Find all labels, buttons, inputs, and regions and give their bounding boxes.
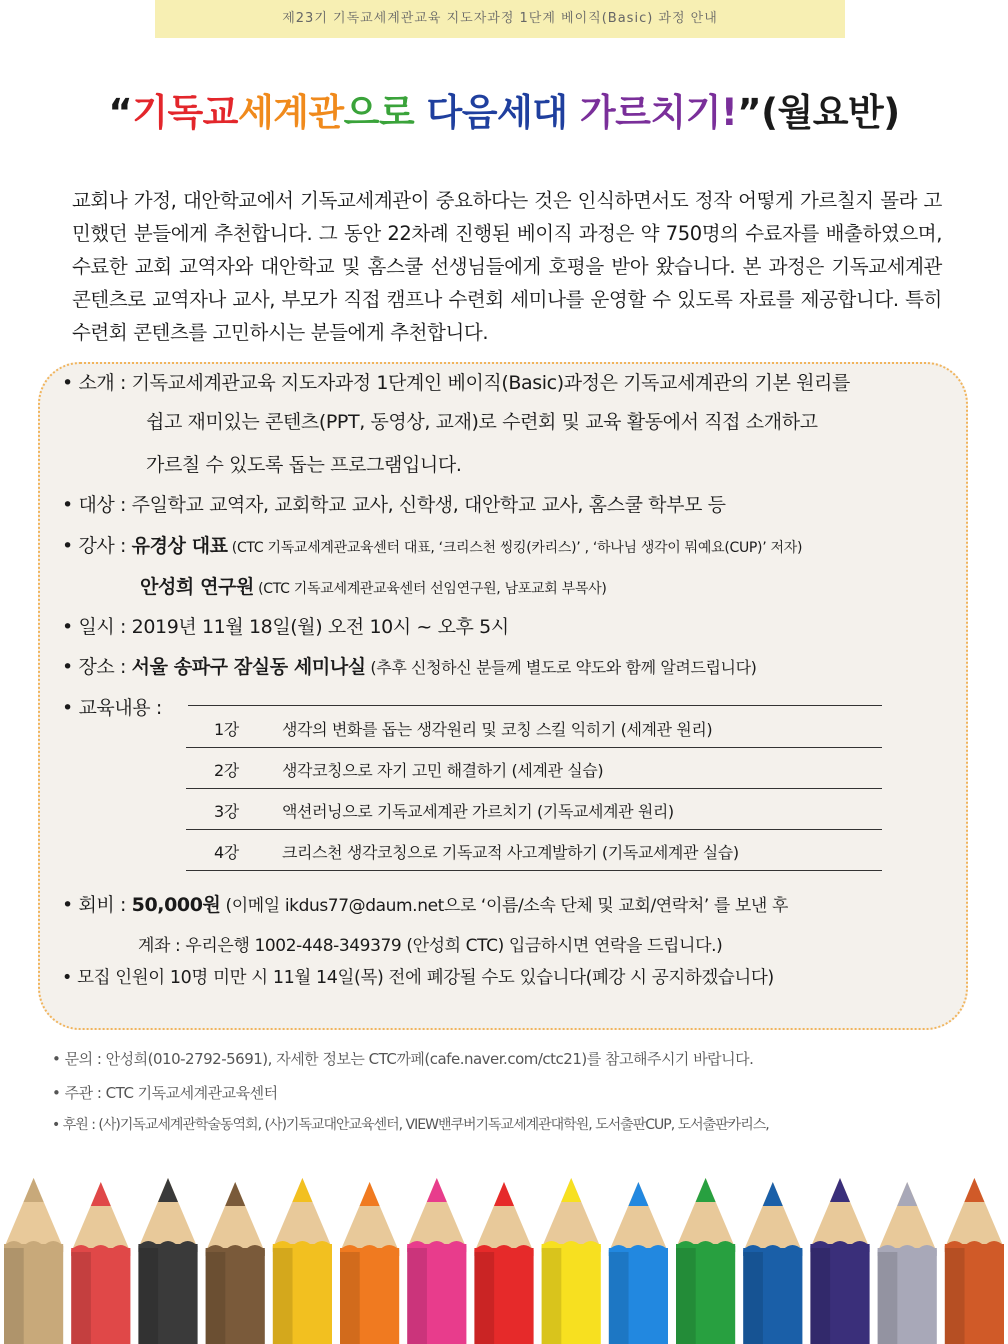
lecturer2-note: (CTC 기독교세계관교육센터 선임연구원, 남포교회 부목사) [253, 581, 607, 597]
title-close: ”(월요반) [737, 91, 900, 134]
detail-date: • 일시 : 2019년 11월 18일(월) 오전 10시 ~ 오후 5시 [62, 616, 509, 638]
lecturer1-note: (CTC 기독교세계관교육센터 대표, ‘크리스천 씽킹(카리스)’ , ‘하나님 생각이 뭐예요(CUP)’ 저자) [227, 540, 803, 556]
detail-place [62, 652, 757, 679]
pencil-icon [878, 1182, 937, 1344]
course-desc: 생각코칭으로 자기 고민 해결하기 (세계관 실습) [282, 761, 604, 780]
course-row [186, 747, 882, 789]
footer-host: • 주관 : CTC 기독교세계관교육센터 [52, 1084, 278, 1102]
course-num: 3강 [214, 802, 239, 821]
title-part-blue: 다음세대 [426, 91, 580, 134]
detail-place-name: 서울 송파구 잠실동 세미나실 [131, 656, 366, 678]
detail-intro-line1: 기독교세계관교육 지도자과정 1단계인 베이직(Basic)과정은 기독교세계관의 기본 원리를 [131, 372, 850, 394]
pencil-icon [407, 1178, 466, 1344]
detail-notice: • 모집 인원이 10명 미만 시 11월 14일(목) 전에 폐강될 수도 있습니다(폐강 시 공지하겠습니다) [62, 968, 774, 988]
pencil-icon [340, 1182, 399, 1344]
pencil-icon [743, 1182, 802, 1344]
detail-intro [62, 368, 850, 395]
page-title [0, 82, 1008, 136]
detail-intro-label: • 소개 : [62, 372, 132, 394]
lecturer2-name: 안성희 연구원 [140, 576, 254, 598]
course-desc: 크리스천 생각코칭으로 기독교적 사고계발하기 (기독교세계관 실습) [282, 843, 739, 862]
course-row [186, 706, 882, 748]
pencil-icon [676, 1178, 735, 1344]
pencil-icon [945, 1178, 1004, 1344]
detail-fee-label: • 회비 : [62, 894, 132, 916]
course-num: 4강 [214, 843, 239, 862]
pencil-icon [273, 1178, 332, 1344]
pencil-icon [474, 1182, 533, 1344]
pencil-icon [138, 1178, 197, 1344]
pencils-illustration [0, 1160, 1008, 1344]
detail-lecturer-label: • 강사 : [62, 535, 132, 557]
detail-intro-line2: 쉽고 재미있는 콘텐츠(PPT, 동영상, 교재)로 수련회 및 교육 활동에서 직접 소개하고 [146, 411, 818, 433]
detail-account: 계좌 : 우리은행 1002-448-349379 (안성희 CTC) 입금하시면 연락을 드립니다.) [138, 936, 723, 956]
detail-intro-line3: 가르칠 수 있도록 돕는 프로그램입니다. [146, 454, 462, 476]
course-desc: 액션러닝으로 기독교세계관 가르치기 (기독교세계관 원리) [282, 802, 674, 821]
course-row [186, 829, 882, 871]
course-row [186, 788, 882, 830]
pencil-icon [609, 1182, 668, 1344]
pencil-icon [810, 1178, 869, 1344]
footer-inquiry: • 문의 : 안성희(010-2792-5691), 자세한 정보는 CTC까페(cafe.naver.com/ctc21)를 참고해주시기 바랍니다. [52, 1050, 754, 1068]
detail-target: • 대상 : 주일학교 교역자, 교회학교 교사, 신학생, 대안학교 교사, 홈스쿨 학부모 등 [62, 494, 726, 516]
footer-sponsor: • 후원 : (사)기독교세계관학술동역회, (사)기독교대안교육센터, VIEW밴쿠버기독교세계관대학원, 도서출판CUP, 도서출판카리스, [52, 1117, 769, 1133]
intro-paragraph: 교회나 가정, 대안학교에서 기독교세계관이 중요하다는 것은 인식하면서도 정작 어떻게 가르칠지 몰라 고민했던 분들에게 추천합니다. 그 동안 22차례 진행된 베이직 과정은 약 750명의 수료자를 배출하였으며, 수료한 교회 교역자와 대안학교 및 홈스쿨 선생님들에게 호평을 받아 왔습니다. 본 과정은 기독교세계관 콘텐츠로 교역자나 교사, 부모가 직접 캠프나 수련회 세미나를 운영할 수 있도록 자료를 제공합니다. 특히 수련회 콘텐츠를 고민하시는 분들에게 추천합니다. [72, 189, 942, 344]
detail-place-label: • 장소 : [62, 656, 132, 678]
lecturer1-name: 유경상 대표 [131, 535, 228, 557]
detail-lecturer2 [140, 572, 607, 599]
pencil-icon [71, 1182, 130, 1344]
title-open-quote: “ [108, 91, 133, 134]
course-num: 2강 [214, 761, 239, 780]
detail-fee-amount: 50,000원 [131, 894, 221, 916]
detail-fee-note: (이메일 ikdus77@daum.net으로 ‘이름/소속 단체 및 교회/연락처’ 를 보낸 후 [220, 896, 788, 916]
title-part-green: 으로 [343, 91, 427, 134]
detail-lecturer [62, 531, 802, 558]
course-num: 1강 [214, 720, 239, 739]
header-banner: 제23기 기독교세계관교육 지도자과정 1단계 베이직(Basic) 과정 안내 [155, 0, 845, 38]
pencil-icon [4, 1178, 63, 1344]
course-desc: 생각의 변화를 돕는 생각원리 및 코칭 스킬 익히기 (세계관 원리) [282, 720, 713, 739]
pencil-icon [206, 1182, 265, 1344]
title-part-red: 기독교 [132, 91, 238, 134]
title-part-orange: 세계관 [237, 91, 344, 134]
detail-place-note: (추후 신청하신 분들께 별도로 약도와 함께 알려드립니다) [365, 658, 757, 677]
detail-fee [62, 890, 788, 917]
detail-course-label: • 교육내용 : [62, 697, 162, 719]
pencil-icon [542, 1178, 601, 1344]
title-part-purple: 가르치기! [579, 91, 738, 134]
